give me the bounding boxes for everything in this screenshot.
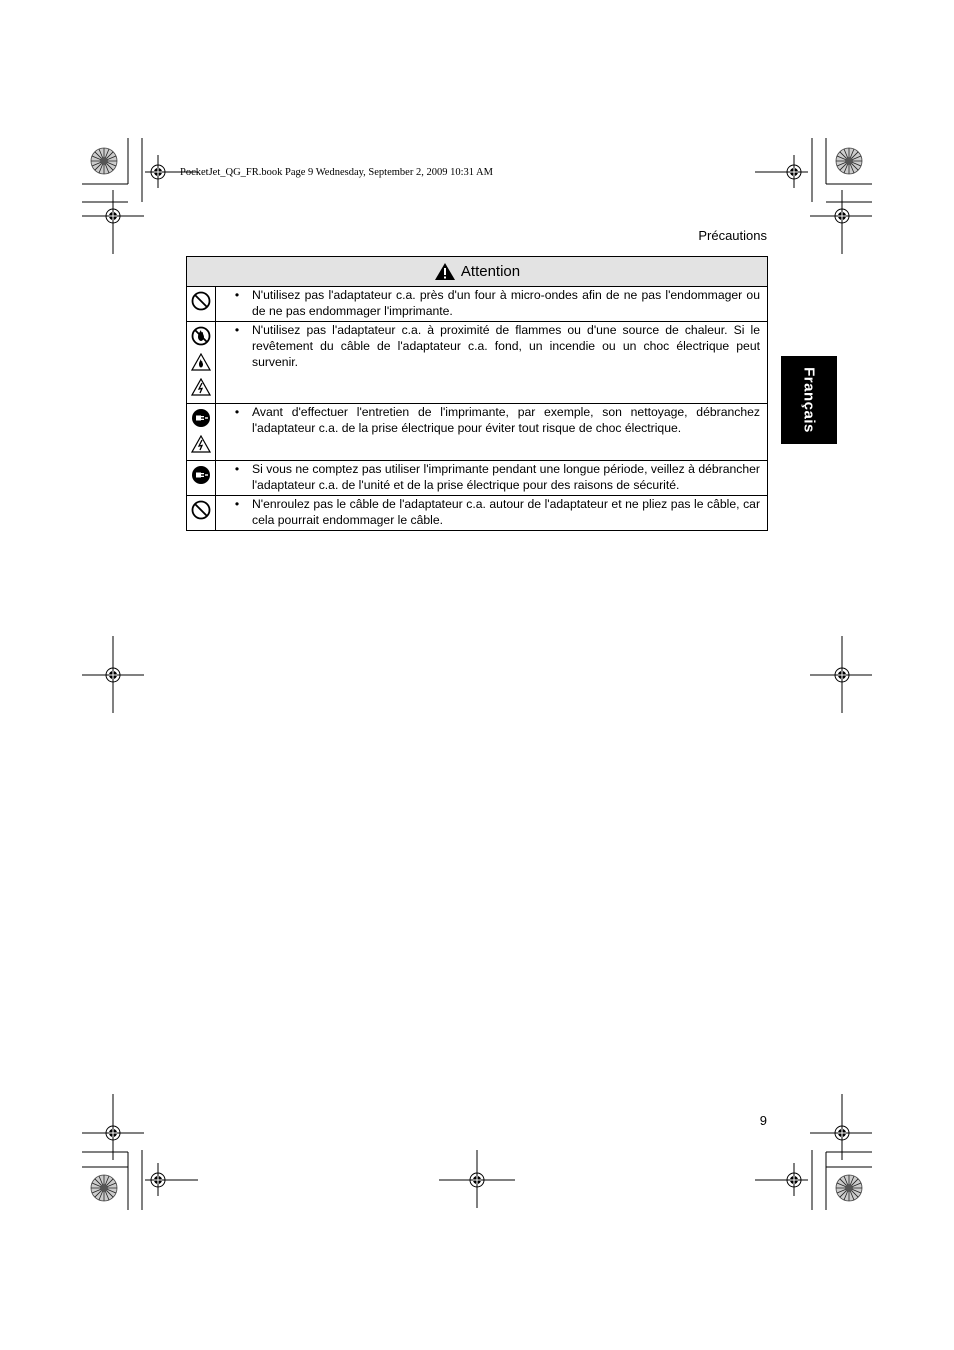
electric-shock-warning-icon: [191, 435, 211, 453]
caution-text: Avant d'effectuer l'entretien de l'imprimante, par exemple, son nettoyage, débranchez l'adaptateur c.a. de la prise électrique pour éviter tout risque de choc électrique.: [252, 405, 760, 435]
caution-icons: [187, 496, 216, 531]
caution-icons: [187, 461, 216, 496]
caution-title: Attention: [460, 263, 521, 280]
prohibited-icon: [191, 291, 211, 311]
language-tab-label: Français: [800, 367, 818, 433]
language-tab: [781, 356, 837, 444]
bullet-icon: •: [234, 497, 240, 511]
caution-icons: [187, 322, 216, 404]
caution-icons: [187, 404, 216, 461]
caution-text: Si vous ne comptez pas utiliser l'imprimante pendant une longue période, veillez à débrancher l'adaptateur c.a. de l'unité et de la prise électrique pour des raisons de sécurité.: [252, 462, 760, 492]
caution-icons: [187, 287, 216, 322]
prohibited-icon: [191, 500, 211, 520]
bullet-icon: •: [234, 405, 240, 419]
bullet-icon: •: [234, 288, 240, 302]
caution-text: N'utilisez pas l'adaptateur c.a. près d'un four à micro-ondes afin de ne pas l'endommager ou de ne pas endommager l'imprimante.: [252, 288, 760, 318]
print-info-header: PocketJet_QG_FR.book Page 9 Wednesday, September 2, 2009 10:31 AM: [180, 167, 493, 178]
caution-text: N'utilisez pas l'adaptateur c.a. à proximité de flammes ou d'une source de chaleur. Si le revêtement du câble de l'adaptateur c.a. fond, un incendie ou un choc électrique peut survenir.: [252, 323, 760, 369]
caution-text: N'enroulez pas le câble de l'adaptateur c.a. autour de l'adaptateur et ne pliez pas le câble, car cela pourrait endommager le câble.: [252, 497, 760, 527]
section-title: Précautions: [698, 228, 767, 243]
caution-row: [187, 322, 768, 404]
caution-table: [186, 256, 768, 531]
caution-row: [187, 404, 768, 461]
caution-row: [187, 287, 768, 322]
warning-triangle-icon: [434, 262, 456, 281]
fire-warning-icon: [191, 353, 211, 371]
page-number: 9: [759, 1113, 767, 1128]
caution-row: [187, 461, 768, 496]
no-fire-icon: [191, 326, 211, 346]
bullet-icon: •: [234, 323, 240, 337]
caution-header: [187, 257, 768, 287]
unplug-icon: [191, 465, 211, 485]
electric-shock-warning-icon: [191, 378, 211, 396]
bullet-icon: •: [234, 462, 240, 476]
caution-row: [187, 496, 768, 531]
unplug-icon: [191, 408, 211, 428]
